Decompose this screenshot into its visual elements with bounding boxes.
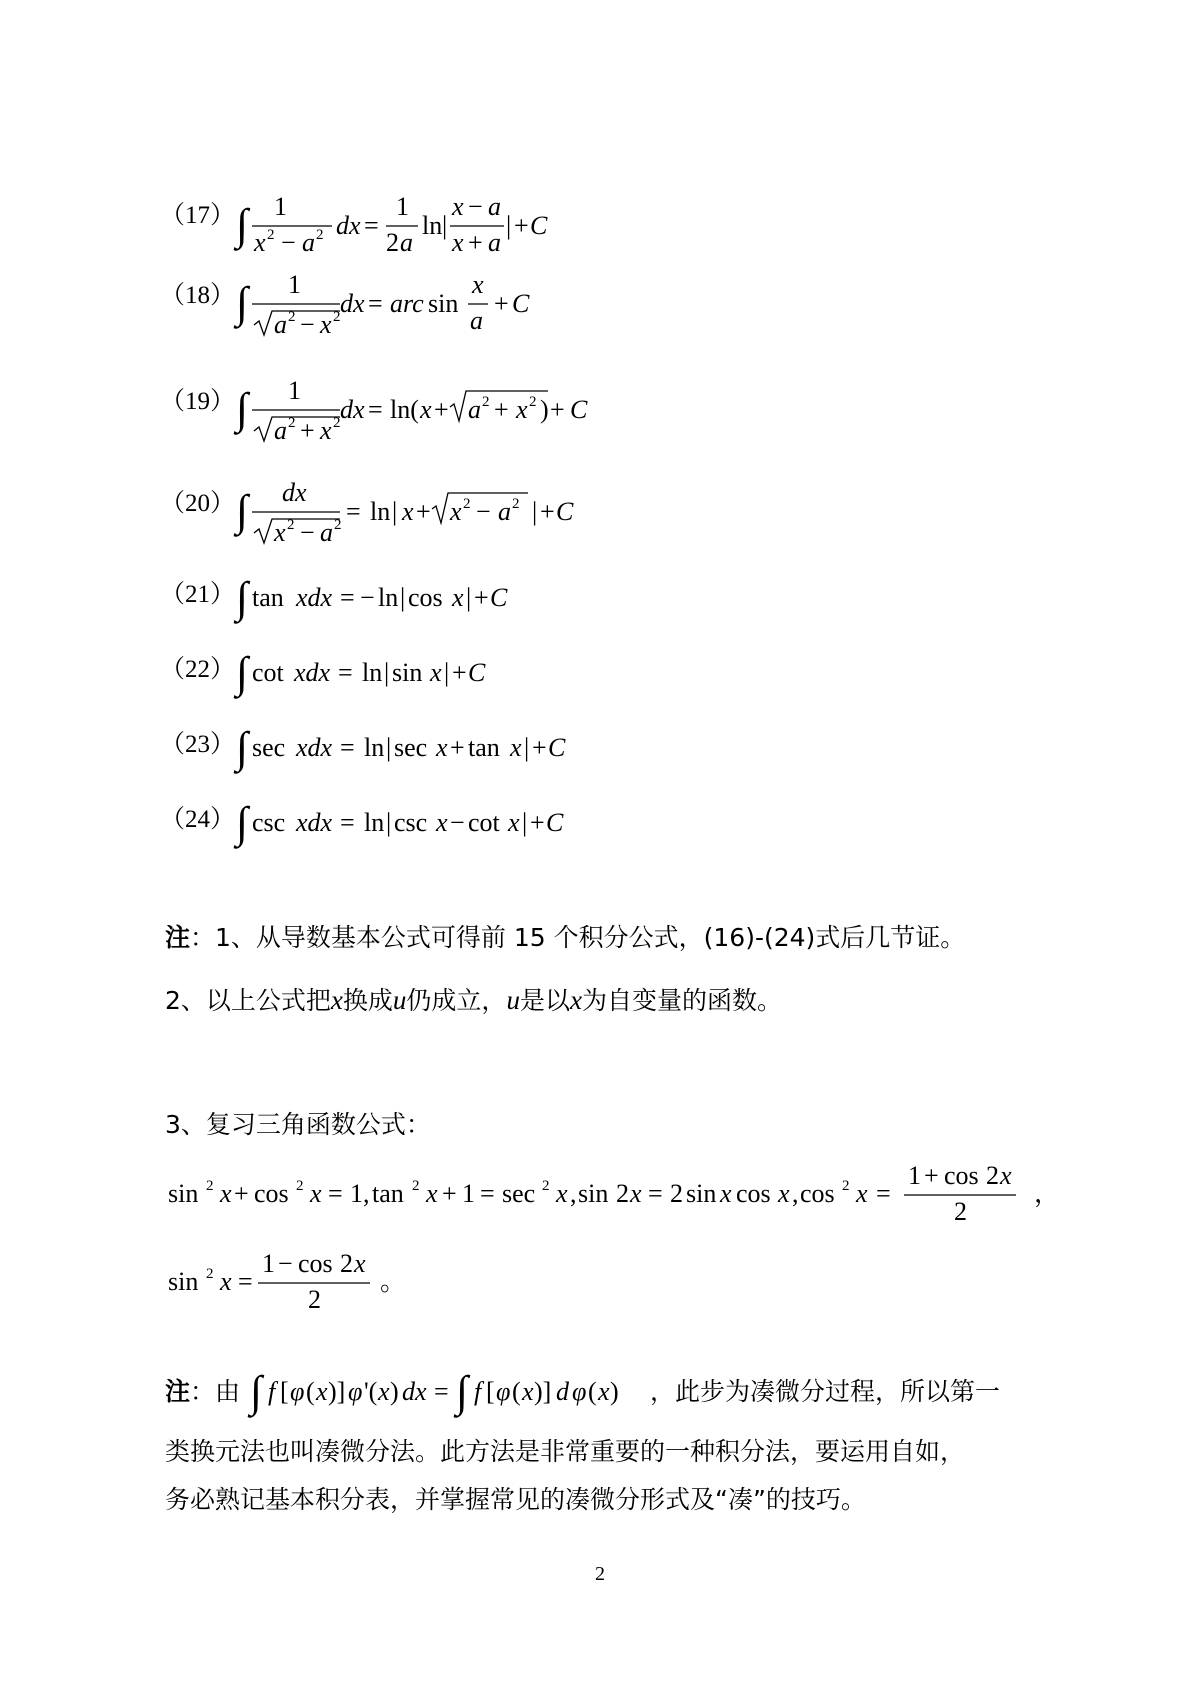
svg-text:2: 2 [288,309,296,325]
svg-text:=: = [340,733,355,762]
svg-text:2: 2 [463,496,471,512]
svg-text:∫: ∫ [236,200,249,249]
svg-text:x: x [320,310,332,339]
formula-number: （20） [160,490,236,517]
svg-text:2: 2 [296,1178,304,1194]
svg-text:=: = [368,395,383,424]
svg-text:2: 2 [206,1266,214,1282]
svg-text:−: − [360,583,375,612]
svg-text:a: a [488,192,501,221]
svg-text:sin: sin [392,658,423,687]
svg-text:−: − [278,1249,293,1278]
note-2 [165,980,1065,1021]
svg-text:ln: ln [362,658,383,687]
svg-text:+: + [234,1179,249,1208]
svg-text:[: [ [486,1377,495,1406]
svg-text:2: 2 [512,496,520,512]
svg-text:，: ， [1034,1179,1061,1208]
svg-text:sec: sec [502,1179,536,1208]
formula-number: （22） [160,656,236,683]
svg-text:|: | [392,497,398,526]
svg-text:+: + [474,583,489,612]
svg-text:=: = [434,1377,449,1406]
svg-text:2: 2 [412,1178,420,1194]
svg-text:x: x [310,1179,322,1208]
svg-text:∫: ∫ [236,486,249,535]
svg-text:C: C [512,289,530,318]
svg-text:φ: φ [290,1377,305,1406]
svg-text:cos: cos [298,1249,333,1278]
svg-text:a: a [274,416,287,445]
note-2-text: 2、以上公式把 [165,986,331,1015]
svg-text:2: 2 [386,228,399,257]
svg-text:|: | [442,211,448,240]
svg-text:|: | [524,733,530,762]
svg-text:|: | [386,808,392,837]
svg-text:sin: sin [428,289,459,318]
svg-text:2: 2 [340,1249,353,1278]
svg-text:a: a [400,228,413,257]
svg-text:=: = [238,1267,253,1296]
svg-text:2: 2 [308,1285,321,1314]
svg-text:1: 1 [288,270,301,299]
svg-text:φ: φ [572,1377,587,1406]
formula-17 [0,192,1200,257]
formula-number: （18） [160,282,236,309]
svg-text:(: ( [588,1377,597,1406]
svg-text:1: 1 [288,376,301,405]
svg-text:): ) [610,1377,619,1406]
svg-text:x: x [316,1377,328,1406]
svg-text:x: x [508,808,520,837]
svg-text:x: x [420,395,432,424]
svg-text:x: x [778,1179,790,1208]
svg-text:'(: '( [364,1377,378,1406]
svg-text:x: x [450,497,462,526]
svg-text:x: x [556,1179,568,1208]
svg-text:x: x [430,658,442,687]
substitution-formula [250,1358,670,1418]
svg-text:x: x [402,497,414,526]
svg-text:x: x [354,1249,366,1278]
svg-text:∫: ∫ [236,573,249,622]
formula-17-math [236,189,596,259]
formula-number: （24） [160,806,236,833]
svg-text:)]: )] [534,1377,552,1406]
svg-text:x: x [220,1179,232,1208]
svg-text:1,: 1, [350,1179,370,1208]
svg-text:∫: ∫ [236,384,249,433]
svg-text:+: + [924,1161,939,1190]
svg-text:ln: ln [364,733,385,762]
formula-19 [0,376,1200,447]
svg-text:2: 2 [986,1161,999,1190]
svg-text:∫: ∫ [236,723,249,772]
note-3: 3、复习三角函数公式： [165,1110,431,1139]
svg-text:x: x [274,518,286,547]
trig-identities-line-1 [168,1158,1068,1238]
svg-text:tan: tan [252,583,284,612]
svg-text:cos: cos [944,1161,979,1190]
formula-21-math [236,562,536,622]
note-label: 注 [165,923,191,952]
svg-text:d: d [556,1377,569,1406]
svg-text:csc: csc [252,808,286,837]
svg-text:−: − [450,808,465,837]
svg-text:): ) [540,395,549,424]
svg-text:sin: sin [578,1179,609,1208]
svg-text:=: = [364,211,379,240]
svg-text:(: ( [306,1377,315,1406]
svg-text:|: | [522,808,528,837]
svg-text:f: f [268,1377,276,1406]
svg-text:2: 2 [206,1178,214,1194]
formula-22 [0,648,1200,715]
svg-text:ln: ln [364,808,385,837]
svg-text:a: a [320,518,333,547]
formula-20-math [236,475,596,550]
formula-18-math [236,267,596,342]
trig-identities-line-2 [168,1246,468,1326]
svg-text:C: C [546,808,564,837]
svg-text:,: , [792,1179,799,1208]
svg-text:x: x [320,416,332,445]
note-4-text: ：由 [190,1377,241,1406]
formula-24-math [236,787,596,847]
formula-19-math [236,373,616,448]
note-2-text: 换成 [342,986,393,1015]
svg-text:2: 2 [316,227,324,243]
svg-text:C: C [570,395,588,424]
svg-text:dx: dx [336,211,361,240]
svg-text:dx: dx [402,1377,427,1406]
svg-text:2: 2 [287,517,295,533]
svg-text:x: x [452,228,464,257]
note-2-text: 仍成立， [406,986,507,1015]
svg-text:xdx: xdx [296,733,333,762]
variable-u: u [392,985,407,1015]
svg-text:−: − [300,310,315,339]
svg-text:ln: ln [422,211,443,240]
formula-number: （19） [160,388,236,415]
svg-text:+: + [416,497,431,526]
svg-text:(: ( [512,1377,521,1406]
svg-text:+: + [452,658,467,687]
svg-text:x: x [436,808,448,837]
variable-x: x [330,985,343,1015]
svg-text:a: a [468,395,481,424]
variable-u: u [506,985,520,1015]
svg-text:1: 1 [396,192,409,221]
svg-text:x: x [522,1377,534,1406]
formula-number: （17） [160,202,236,229]
formula-number: （23） [160,731,236,758]
formula-number: （21） [160,581,236,608]
svg-text:xdx: xdx [296,808,333,837]
svg-text:2: 2 [333,309,341,325]
svg-text:x: x [720,1179,732,1208]
svg-text:sin: sin [168,1267,199,1296]
svg-text:C: C [490,583,508,612]
svg-text:sec: sec [252,733,286,762]
note-1 [165,918,1065,958]
svg-text:=: = [480,1179,495,1208]
formula-21 [0,573,1200,640]
svg-text:arc: arc [390,289,424,318]
svg-text:ln(: ln( [390,395,419,424]
svg-text:C: C [530,211,548,240]
formula-20 [0,478,1200,549]
svg-text:2: 2 [842,1178,850,1194]
svg-text:x: x [598,1377,610,1406]
svg-text:=: = [328,1179,343,1208]
svg-text:=: = [340,583,355,612]
svg-text:+: + [468,228,483,257]
svg-text:+: + [540,497,555,526]
svg-text:tan: tan [372,1179,404,1208]
svg-text:x: x [510,733,522,762]
svg-text:|: | [384,658,390,687]
svg-text:x: x [452,583,464,612]
svg-text:dx: dx [340,395,365,424]
svg-text:=: = [338,658,353,687]
svg-text:2: 2 [529,394,537,410]
formula-18 [0,270,1200,341]
note-2-text: 为自变量的函数。 [581,986,782,1015]
svg-text:2: 2 [333,415,341,431]
svg-text:−: − [300,518,315,547]
svg-text:+: + [434,395,449,424]
svg-text:∫: ∫ [456,1367,469,1416]
svg-text:|: | [532,497,538,526]
svg-text:a: a [488,228,501,257]
svg-text:xdx: xdx [296,583,333,612]
svg-text:∫: ∫ [236,278,249,327]
svg-text:C: C [468,658,486,687]
svg-text:[: [ [280,1377,289,1406]
svg-text:,: , [570,1179,577,1208]
svg-text:φ: φ [496,1377,511,1406]
svg-text:x: x [426,1179,438,1208]
svg-text:sin: sin [686,1179,717,1208]
note-1-text: ：1、从导数基本公式可得前 15 个积分公式，(16)-(24)式后几节证。 [190,923,966,952]
svg-text:C: C [556,497,574,526]
svg-text:+: + [494,395,509,424]
svg-text:−: − [281,228,296,257]
svg-text:=: = [346,497,361,526]
svg-text:cos: cos [736,1179,771,1208]
svg-text:+: + [532,733,547,762]
note-4-line-2: 类换元法也叫凑微分法。此方法是非常重要的一种积分法，要运用自如， [165,1437,966,1466]
svg-text:|: | [466,583,472,612]
svg-text:x: x [220,1267,232,1296]
svg-text:x: x [1000,1161,1012,1190]
svg-text:C: C [548,733,566,762]
svg-text:): ) [390,1377,399,1406]
svg-text:φ: φ [348,1377,363,1406]
note-4-line-3: 务必熟记基本积分表，并掌握常见的凑微分形式及“凑”的技巧。 [165,1485,866,1514]
svg-text:1: 1 [262,1249,275,1278]
svg-text:2: 2 [542,1178,550,1194]
svg-text:2: 2 [288,415,296,431]
svg-text:x: x [378,1377,390,1406]
svg-text:+: + [550,395,565,424]
svg-text:|: | [386,733,392,762]
svg-text:−: − [468,192,483,221]
svg-text:dx: dx [282,478,307,507]
svg-text:)]: )] [328,1377,346,1406]
svg-text:−: − [476,497,491,526]
svg-text:a: a [302,228,315,257]
svg-text:ln: ln [370,497,391,526]
svg-text:∫: ∫ [236,798,249,847]
svg-text:2: 2 [482,394,490,410]
svg-text:2: 2 [334,517,342,533]
svg-text:+: + [494,289,509,318]
svg-text:+: + [450,733,465,762]
svg-text:+: + [300,416,315,445]
formula-23 [0,723,1200,790]
svg-text:x: x [856,1179,868,1208]
svg-text:csc: csc [394,808,428,837]
formula-23-math [236,712,596,772]
svg-text:sec: sec [394,733,428,762]
svg-text:x: x [436,733,448,762]
svg-text:a: a [470,306,483,335]
note-4-text: ，此步为凑微分过程，所以第一 [650,1377,1001,1406]
svg-text:2: 2 [954,1197,967,1226]
svg-text:+: + [530,808,545,837]
svg-text:|: | [506,211,512,240]
svg-text:x: x [254,228,266,257]
svg-text:x: x [630,1179,642,1208]
page-number: 2 [595,1563,605,1585]
note-2-text: 是以 [519,986,570,1015]
note-label: 注 [165,1377,191,1406]
svg-text:2: 2 [670,1179,683,1208]
svg-text:x: x [452,192,464,221]
svg-text:+: + [442,1179,457,1208]
svg-text:cos: cos [800,1179,835,1208]
formula-22-math [236,637,536,697]
svg-text:1: 1 [462,1179,475,1208]
svg-text:2: 2 [267,227,275,243]
svg-text:f: f [474,1377,482,1406]
svg-text:sin: sin [168,1179,199,1208]
svg-text:x: x [472,270,484,299]
svg-text:1: 1 [908,1161,921,1190]
svg-text:x: x [516,395,528,424]
svg-text:a: a [274,310,287,339]
svg-text:∫: ∫ [250,1367,263,1416]
svg-text:xdx: xdx [294,658,331,687]
svg-text:cot: cot [468,808,500,837]
svg-text:a: a [498,497,511,526]
svg-text:=: = [340,808,355,837]
svg-text:|: | [444,658,450,687]
svg-text:cos: cos [254,1179,289,1208]
svg-text:=: = [876,1179,891,1208]
svg-text:cos: cos [408,583,443,612]
svg-text:tan: tan [468,733,500,762]
variable-x: x [569,985,582,1015]
svg-text:ln: ln [378,583,399,612]
svg-text:dx: dx [340,289,365,318]
svg-text:|: | [400,583,406,612]
svg-text:+: + [514,211,529,240]
svg-text:cot: cot [252,658,284,687]
svg-text:2: 2 [616,1179,629,1208]
svg-text:1: 1 [274,192,287,221]
svg-text:。: 。 [380,1267,407,1296]
formula-24 [0,798,1200,865]
svg-text:=: = [648,1179,663,1208]
svg-text:∫: ∫ [236,648,249,697]
svg-text:=: = [368,289,383,318]
